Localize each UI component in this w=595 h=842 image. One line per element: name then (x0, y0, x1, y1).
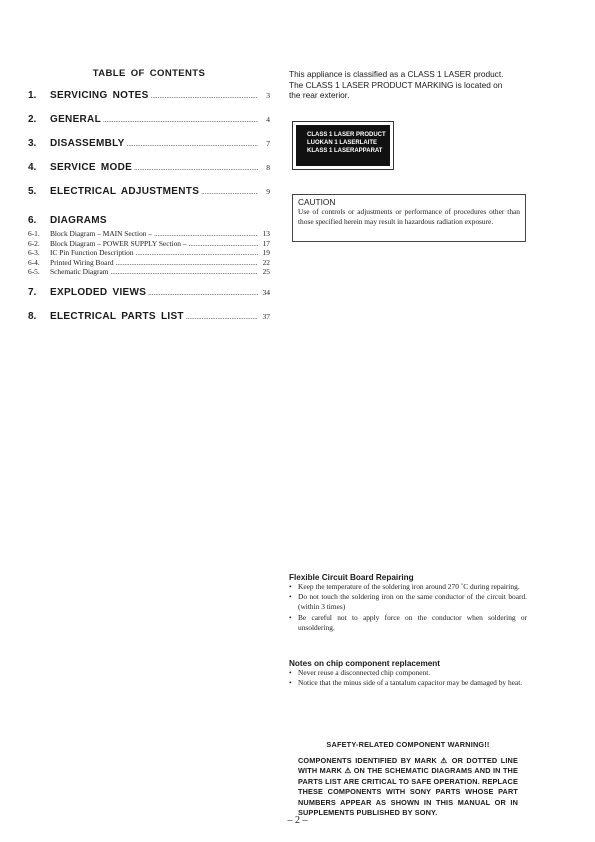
toc-subentry-ic-pin-function[interactable] (28, 248, 270, 258)
toc-leader-dots (189, 240, 258, 248)
flex-section-title: Flexible Circuit Board Repairing (289, 573, 414, 582)
caution-body: Use of controls or adjustments or performance of procedures other than those specified herein may result in hazardous radiation exposure. (298, 207, 520, 227)
list-item: • Notice that the minus side of a tantalum capacitor may be damaged by heat. (289, 678, 527, 688)
toc-leader-dots (136, 249, 258, 257)
toc-entry-title: ELECTRICAL ADJUSTMENTS (50, 186, 200, 197)
toc-entry-general[interactable] (28, 114, 270, 138)
toc-entry-page: 9 (266, 187, 270, 196)
toc-entry-page: 37 (262, 311, 270, 321)
toc-entry-title: ELECTRICAL PARTS LIST (50, 310, 184, 322)
toc-subentry-page: 22 (262, 257, 270, 267)
toc-subentry-page: 13 (262, 229, 270, 238)
toc-subentry-number: 6-2. (28, 238, 40, 248)
toc-entry-page: 4 (266, 115, 270, 124)
toc-subentry-title: Schematic Diagram (50, 267, 109, 277)
safety-warning (298, 740, 518, 818)
toc-subentry-title: IC Pin Function Description (50, 248, 134, 258)
toc-leader-dots (103, 116, 258, 124)
toc-entry-title: EXPLODED VIEWS (50, 286, 147, 298)
caution-box (292, 194, 526, 242)
laser-label-line: CLASS 1 LASER PRODUCT (307, 132, 386, 138)
laser-classification-text (289, 69, 534, 101)
flex-notes-list (289, 582, 527, 633)
toc-subentry-title: Block Diagram – POWER SUPPLY Section – (50, 238, 187, 248)
toc-leader-dots (127, 140, 258, 148)
laser-text-line: This appliance is classified as a CLASS 1 LASER product. (289, 69, 504, 79)
list-item: • Be careful not to apply force on the conductor when soldering or unsoldering. (289, 613, 527, 633)
toc-entry-title: SERVICING NOTES (50, 90, 149, 101)
toc-entry-electrical-adjustments[interactable] (28, 186, 270, 210)
toc-leader-dots (186, 313, 258, 321)
toc-leader-dots (116, 259, 258, 267)
toc-entry-page: 34 (262, 287, 270, 297)
toc-leader-dots (134, 164, 258, 172)
toc-subentry-block-diagram-main[interactable] (28, 229, 270, 239)
chip-notes-list (289, 668, 527, 688)
toc-subentry-block-diagram-power[interactable] (28, 239, 270, 249)
laser-text-line: The CLASS 1 LASER PRODUCT MARKING is located on (289, 79, 503, 90)
safety-warning-title: SAFETY-RELATED COMPONENT WARNING!! (326, 740, 490, 749)
toc-subentry-schematic-diagram[interactable] (28, 267, 270, 277)
toc-leader-dots (154, 230, 258, 238)
toc-title: TABLE OF CONTENTS (92, 68, 206, 79)
toc-entry-disassembly[interactable] (28, 138, 270, 162)
list-item: • Do not touch the soldering iron on the same conductor of the circuit board. (within 3 times) (289, 592, 527, 612)
toc-entry-title: DIAGRAMS (50, 215, 107, 226)
laser-label-plate (296, 125, 390, 166)
toc-subentry-number: 6-1. (28, 229, 40, 238)
chip-section-title: Notes on chip component replacement (289, 659, 441, 668)
toc-entry-page: 7 (266, 139, 270, 148)
caution-title: CAUTION (298, 197, 336, 207)
toc-entry-page: 3 (266, 91, 270, 100)
safety-warning-body: COMPONENTS IDENTIFIED BY MARK ⚠ OR DOTTED LINE WITH MARK ⚠ ON THE SCHEMATIC DIAGRAMS AND IN THE PARTS LIST ARE CRITICAL TO SAFE OPERATION. REPLACE THESE COMPONENTS WITH SONY PARTS WHOSE PART NUMBERS APPEAR AS SHOWN IN THIS MANUAL OR IN SUPPLEMENTS PUBLISHED BY SONY. (298, 756, 518, 818)
toc-entry-exploded-views[interactable] (28, 287, 270, 311)
laser-text-line: the rear exterior. (289, 90, 350, 100)
toc-entry-title: DISASSEMBLY (50, 138, 125, 149)
chip-component-section (289, 659, 527, 688)
toc-leader-dots (148, 289, 258, 297)
list-item: • Keep the temperature of the soldering iron around 270 ˚C during repairing. (289, 582, 527, 592)
laser-label-line: KLASS 1 LASERAPPARAT (307, 148, 383, 155)
toc-entry-number: 6. (28, 215, 37, 226)
toc-subentry-number: 6-3. (28, 248, 40, 258)
toc-leader-dots (201, 188, 258, 196)
toc-entry-servicing-notes[interactable] (28, 90, 270, 114)
toc-entry-number: 4. (28, 162, 37, 173)
toc-entry-diagrams[interactable] (28, 215, 270, 229)
toc-subentry-number: 6-5. (28, 267, 40, 277)
table-of-contents (28, 68, 270, 335)
toc-entry-number: 2. (28, 114, 37, 125)
toc-subentry-page: 19 (262, 248, 270, 258)
toc-entry-page: 8 (266, 163, 270, 172)
toc-leader-dots (111, 268, 259, 276)
toc-entry-electrical-parts-list[interactable] (28, 311, 270, 335)
toc-entry-number: 3. (28, 138, 37, 149)
toc-subentry-page: 25 (262, 267, 270, 277)
laser-product-label (292, 121, 394, 170)
toc-entry-number: 1. (28, 90, 37, 101)
toc-leader-dots (151, 92, 258, 100)
toc-entry-number: 7. (28, 286, 37, 298)
toc-subentry-title: Printed Wiring Board (50, 257, 114, 267)
toc-entry-title: SERVICE MODE (50, 162, 133, 173)
toc-subentry-printed-wiring-board[interactable] (28, 258, 270, 268)
page-number: – 2 – (287, 815, 308, 826)
list-item: • Never reuse a disconnected chip component. (289, 668, 527, 678)
toc-entry-number: 5. (28, 186, 37, 197)
toc-subentry-page: 17 (262, 238, 270, 248)
toc-entry-number: 8. (28, 310, 37, 322)
laser-label-line: LUOKAN 1 LASERLAITE (307, 140, 378, 147)
toc-subentry-title: Block Diagram – MAIN Section – (50, 229, 153, 238)
toc-subentry-number: 6-4. (28, 257, 40, 267)
flexible-circuit-board-section (289, 573, 527, 633)
toc-entry-service-mode[interactable] (28, 162, 270, 186)
toc-entry-title: GENERAL (50, 114, 101, 125)
